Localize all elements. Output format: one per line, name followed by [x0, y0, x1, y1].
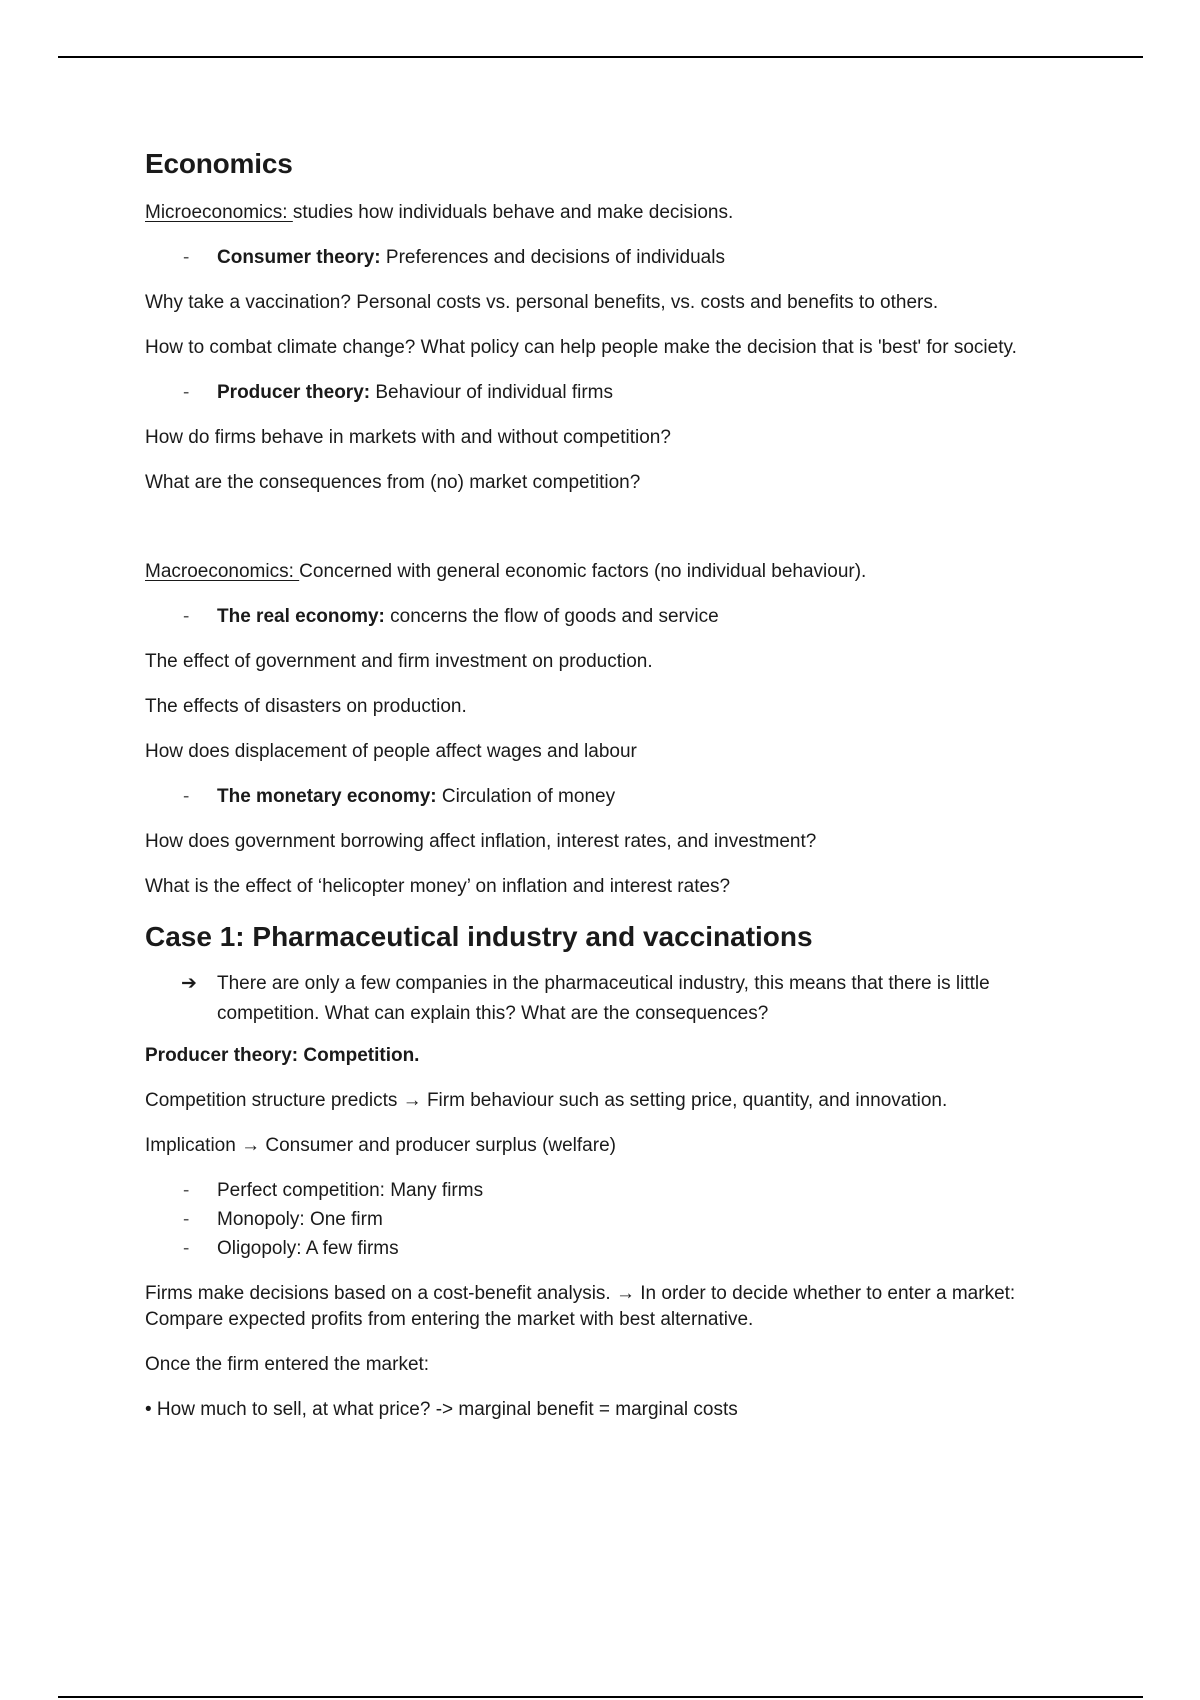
macro-question-5: What is the effect of ‘helicopter money’ on inflation and interest rates? — [145, 876, 731, 897]
producer-competition-heading: Producer theory: Competition. — [145, 1045, 420, 1066]
competition-types-list — [145, 1178, 1095, 1262]
macro-label: Macroeconomics: — [145, 561, 300, 582]
list-item-monopoly — [145, 1207, 1095, 1233]
cost-benefit-line-1: Firms make decisions based on a cost-benefit analysis. → In order to decide whether to enter a market: — [145, 1283, 1016, 1304]
dash-marker: - — [183, 1209, 190, 1230]
dash-marker: - — [183, 1180, 190, 1201]
list-item-text: Perfect competition: Many firms — [217, 1180, 484, 1201]
micro-definition — [145, 200, 1095, 226]
list-item-perfect-competition — [145, 1178, 1095, 1204]
blank-paragraph — [145, 515, 1095, 559]
list-item-monetary-economy — [145, 784, 1095, 810]
cost-benefit-paragraph — [145, 1281, 1095, 1333]
monetary-economy-text: Circulation of money — [436, 786, 616, 807]
micro-text: studies how individuals behave and make decisions. — [292, 202, 734, 223]
micro-question-2: How to combat climate change? What policy can help people make the decision that is 'best' for society. — [145, 337, 1017, 358]
marginal-bullet: • How much to sell, at what price? -> marginal benefit = marginal costs — [145, 1399, 738, 1420]
case-heading: Case 1: Pharmaceutical industry and vaccinations — [145, 921, 813, 952]
macro-question-1: The effect of government and firm investment on production. — [145, 651, 653, 672]
list-item-text: Oligopoly: A few firms — [217, 1238, 399, 1259]
macro-definition — [145, 559, 1095, 585]
micro-question-1: Why take a vaccination? Personal costs vs. personal benefits, vs. costs and benefits to others. — [145, 292, 939, 313]
macro-question-2: The effects of disasters on production. — [145, 696, 467, 717]
list-item-real-economy — [145, 604, 1095, 630]
dash-marker: - — [183, 786, 190, 807]
arrow-list-item — [145, 969, 1095, 1029]
arrow-item-line-1: There are only a few companies in the pharmaceutical industry, this means that there is little — [217, 973, 990, 994]
document-page — [145, 146, 1095, 1442]
macro-question-4: How does government borrowing affect inflation, interest rates, and investment? — [145, 831, 817, 852]
term-consumer-theory: Consumer theory: — [217, 247, 381, 268]
dash-marker: - — [183, 382, 190, 403]
page-title: Economics — [145, 148, 293, 179]
list-item-consumer-theory — [145, 245, 1095, 271]
dash-marker: - — [183, 606, 190, 627]
arrow-icon: ➔ — [181, 973, 197, 994]
top-rule — [58, 56, 1143, 58]
list-item-text: Monopoly: One firm — [217, 1209, 383, 1230]
list-item-producer-theory — [145, 380, 1095, 406]
term-monetary-economy: The monetary economy: — [217, 786, 437, 807]
real-economy-text: concerns the flow of goods and service — [384, 606, 719, 627]
arrow-item-line-2: competition. What can explain this? What are the consequences? — [217, 1003, 769, 1024]
micro-question-4: What are the consequences from (no) market competition? — [145, 472, 641, 493]
implication-text: Implication → Consumer and producer surplus (welfare) — [145, 1135, 616, 1156]
cost-benefit-line-2: Compare expected profits from entering the market with best alternative. — [145, 1309, 754, 1330]
term-real-economy: The real economy: — [217, 606, 385, 627]
macro-text: Concerned with general economic factors (no individual behaviour). — [299, 561, 867, 582]
term-producer-theory: Producer theory: — [217, 382, 371, 403]
competition-structure-text: Competition structure predicts → Firm behaviour such as setting price, quantity, and innovation. — [145, 1090, 948, 1111]
micro-question-3: How do firms behave in markets with and without competition? — [145, 427, 671, 448]
dash-marker: - — [183, 1238, 190, 1259]
macro-question-3: How does displacement of people affect wages and labour — [145, 741, 637, 762]
consumer-theory-text: Preferences and decisions of individuals — [380, 247, 725, 268]
dash-marker: - — [183, 247, 190, 268]
list-item-oligopoly — [145, 1236, 1095, 1262]
once-entered-text: Once the firm entered the market: — [145, 1354, 430, 1375]
producer-theory-text: Behaviour of individual firms — [370, 382, 613, 403]
micro-label: Microeconomics: — [145, 202, 293, 223]
bottom-rule — [58, 1696, 1143, 1698]
